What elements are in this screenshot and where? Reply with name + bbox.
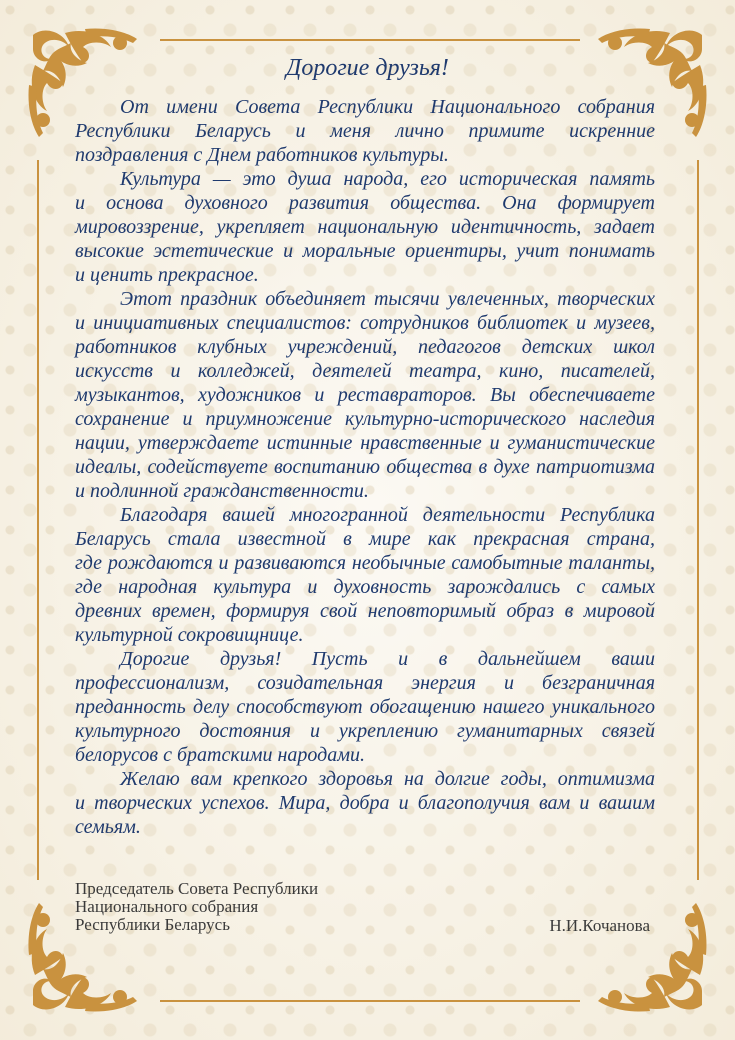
paragraph-line: и ценить прекрасное. [75, 264, 259, 286]
paragraph [75, 647, 655, 767]
paragraph-line: культурной сокровищнице. [75, 624, 304, 646]
paragraph [75, 95, 655, 167]
paragraph-line: белорусов с братскими народами. [75, 744, 365, 766]
paragraph-line: мировоззрение, укрепляет национальную идентичность, задает [75, 216, 655, 238]
paragraph-line: поздравления с Днем работников культуры. [75, 144, 449, 166]
paragraph-line: преданность делу способствуют обогащению нашего уникального [75, 696, 655, 718]
signature-position-line: Республики Беларусь [75, 915, 230, 934]
paragraph-line: Этот праздник объединяет тысячи увлеченных, творческих [120, 288, 655, 310]
frame-bottom-line [160, 1000, 580, 1002]
paragraph-line: и инициативных специалистов: сотрудников библиотек и музеев, [75, 312, 655, 334]
paragraph-line: древних времен, формируя свой неповторимый образ в мировой [75, 600, 655, 622]
paragraph-line: Дорогие друзья! Пусть и в дальнейшем ваши [120, 648, 655, 670]
letter-body [75, 95, 655, 839]
paragraph-line: сохранение и приумножение культурно-исторического наследия [75, 408, 655, 430]
paragraph [75, 767, 655, 839]
paragraph-line: Культура — это душа народа, его историческая память [120, 168, 655, 190]
signature-position [75, 880, 318, 934]
paragraph-line: Беларусь стала известной в мире как прекрасная страна, [75, 528, 655, 550]
paragraph-line: искусств и колледжей, деятелей театра, кино, писателей, [75, 360, 655, 382]
signature-position-line: Председатель Совета Республики [75, 879, 319, 898]
signature-name: Н.И.Кочанова [549, 916, 650, 935]
paragraph-line: идеалы, содействуете воспитанию общества в духе патриотизма [75, 456, 655, 478]
paragraph-line: нации, утверждаете истинные нравственные и гуманистические [75, 432, 655, 454]
paragraph-line: и творческих успехов. Мира, добра и благополучия вам и вашим [75, 792, 655, 814]
paragraph-line: Желаю вам крепкого здоровья на долгие годы, оптимизма [120, 768, 655, 790]
paragraph-line: где народная культура и духовность зарождались с самых [75, 576, 655, 598]
frame-top-line [160, 39, 580, 41]
paragraph [75, 503, 655, 647]
frame-right-line [697, 160, 699, 880]
paragraph-line: культурного достояния и укреплению гуманитарных связей [75, 720, 655, 742]
signature-position-line: Национального собрания [75, 897, 259, 916]
paragraph-line: Благодаря вашей многогранной деятельности Республика [120, 504, 655, 526]
paragraph-line: От имени Совета Республики Национального собрания [120, 96, 655, 118]
paragraph-line: музыкантов, художников и реставраторов. Вы обеспечиваете [75, 384, 655, 406]
paragraph-line: высокие эстетические и моральные ориентиры, учит понимать [75, 240, 655, 262]
frame-left-line [37, 160, 39, 880]
paragraph-line: семьям. [75, 816, 141, 838]
corner-ornament-icon [590, 895, 710, 1015]
paragraph [75, 287, 655, 503]
paragraph-line: профессионализм, созидательная энергия и безграничная [75, 672, 655, 694]
paragraph-line: Республики Беларусь и меня лично примите искренние [75, 120, 655, 142]
paragraph [75, 167, 655, 287]
letter-title: Дорогие друзья! [286, 55, 449, 81]
paragraph-line: где рождаются и развиваются необычные самобытные таланты, [75, 552, 655, 574]
paragraph-line: работников клубных учреждений, педагогов детских школ [75, 336, 655, 358]
paragraph-line: и основа духовного развития общества. Она формирует [75, 192, 655, 214]
paragraph-line: и подлинной гражданственности. [75, 480, 369, 502]
